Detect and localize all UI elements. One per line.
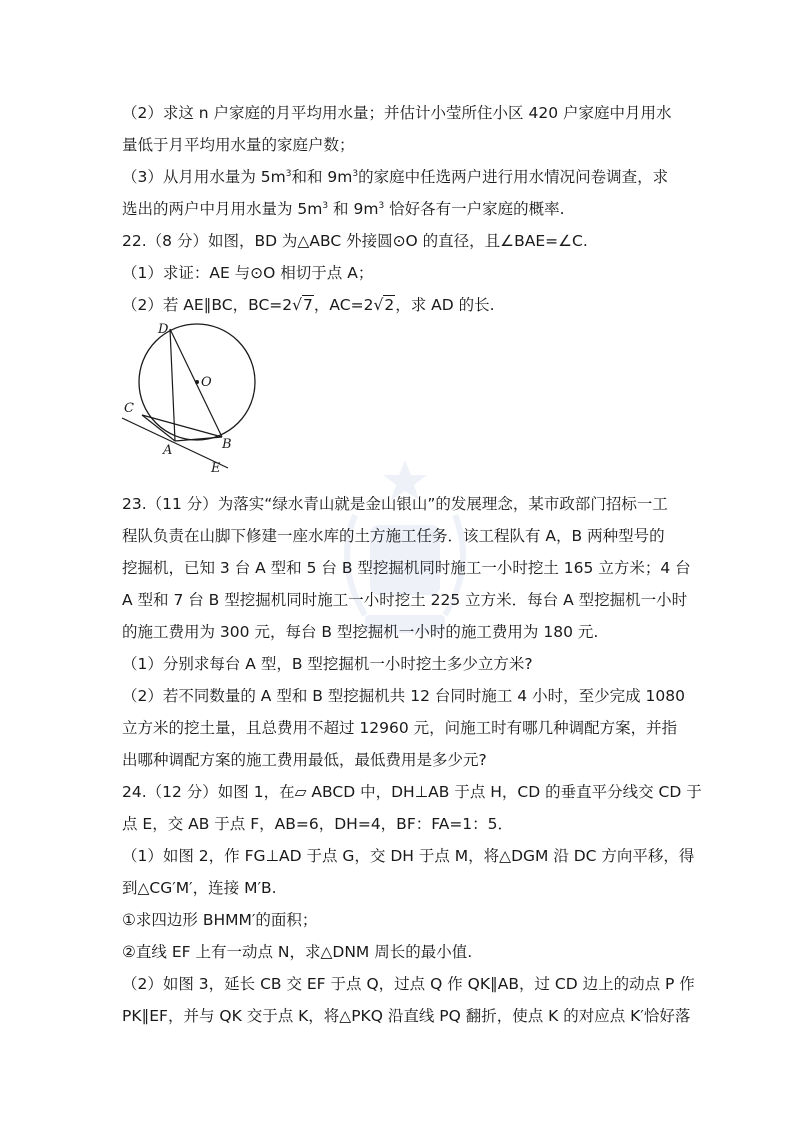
circle-geometry-figure — [118, 320, 268, 480]
q23-part1: （1）分别求每台 A 型，B 型挖掘机一小时挖土多少立方米? — [122, 655, 533, 673]
q24-line2: 点 E，交 AB 于点 F，AB=6，DH=4，BF：FA=1：5． — [122, 815, 514, 833]
text-segment: ，求 AD 的长. — [395, 296, 495, 314]
text-segment: ，AC=2 — [313, 296, 374, 314]
text-segment: 恰好各有一户家庭的概率. — [384, 200, 565, 218]
superscript: 3 — [285, 169, 292, 179]
radical-sign-icon: √ — [292, 296, 303, 314]
superscript: 3 — [378, 201, 385, 211]
watermark-emblem — [325, 455, 485, 645]
q24-part1-line2: 到△CG′M′，连接 M′B. — [122, 879, 277, 897]
label-a: A — [163, 443, 173, 458]
superscript: 3 — [352, 169, 359, 179]
q23-line1: 23.（11 分）为落实“绿水青山就是金山银山”的发展理念，某市政部门招标一工 — [122, 495, 668, 513]
sqrt-2 — [373, 294, 395, 316]
q24-part2-line1: （2）如图 3，延长 CB 交 EF 于点 Q，过点 Q 作 QK∥AB，过 CD 边上的动点 P 作 — [122, 975, 695, 993]
label-b: B — [222, 437, 232, 452]
q23-line5: 的施工费用为 300 元，每台 B 型挖掘机一小时的施工费用为 180 元. — [122, 623, 599, 641]
q23-line4: A 型和 7 台 B 型挖掘机同时施工一小时挖土 225 立方米．每台 A 型挖掘机一小时 — [122, 591, 688, 609]
text-segment: 和和 9m — [291, 168, 353, 186]
q23-line2: 程队负责在山脚下修建一座水库的土方施工任务．该工程队有 A，B 两种型号的 — [122, 527, 665, 545]
label-c: C — [124, 401, 134, 416]
sqrt-7 — [292, 294, 314, 316]
q24-sub1: ①求四边形 BHMM′的面积； — [122, 911, 318, 929]
text-segment: （2）若 AE∥BC，BC=2 — [122, 296, 293, 314]
center-point — [195, 380, 199, 384]
label-o: O — [201, 375, 212, 390]
q21-part2-line1: （2）求这 n 户家庭的月平均用水量；并估计小莹所住小区 420 户家庭中月用水 — [122, 104, 672, 122]
text-segment: 和 9m — [328, 200, 379, 218]
q24-part1-line1: （1）如图 2，作 FG⊥AD 于点 G，交 DH 于点 M，将△DGM 沿 DC 方向平移，得 — [122, 847, 695, 865]
radical-sign-icon: √ — [373, 296, 384, 314]
radicand: 2 — [384, 296, 395, 314]
q23-part2-line2: 立方米的挖土量，且总费用不超过 12960 元，问施工时有哪几种调配方案，并指 — [122, 719, 678, 737]
label-e: E — [211, 461, 221, 476]
q23-part2-line3: 出哪种调配方案的施工费用最低，最低费用是多少元? — [122, 751, 487, 769]
text-segment: 的家庭中任选两户进行用水情况问卷调查，求 — [358, 168, 669, 186]
q21-part2-line2: 量低于月平均用水量的家庭户数； — [122, 136, 355, 154]
label-d: D — [158, 322, 169, 337]
q21-part3-line2 — [122, 198, 565, 220]
q23-line3: 挖掘机，已知 3 台 A 型和 5 台 B 型挖掘机同时施工一小时挖土 165 立方米；4 台 — [122, 559, 691, 577]
q21-part3-line1 — [122, 166, 668, 188]
text-segment: 选出的两户中月用水量为 5m — [122, 200, 323, 218]
q23-part2-line1: （2）若不同数量的 A 型和 B 型挖掘机共 12 台同时施工 4 小时，至少完成 1080 — [122, 687, 685, 705]
q24-sub2: ②直线 EF 上有一动点 N，求△DNM 周长的最小值. — [122, 943, 473, 961]
segment-ca — [142, 415, 175, 441]
q24-part2-line2: PK∥EF，并与 QK 交于点 K，将△PKQ 沿直线 PQ 翻折，使点 K 的对应点 K′恰好落 — [122, 1007, 691, 1025]
q24-line1: 24.（12 分）如图 1，在▱ ABCD 中，DH⊥AB 于点 H，CD 的垂直平分线交 CD 于 — [122, 783, 702, 801]
superscript: 3 — [322, 201, 329, 211]
q22-heading: 22.（8 分）如图，BD 为△ABC 外接圆⊙O 的直径，且∠BAE=∠C. — [122, 232, 588, 250]
text-segment: （3）从月用水量为 5m — [122, 168, 286, 186]
q22-part2 — [122, 294, 495, 316]
q22-part1: （1）求证：AE 与⊙O 相切于点 A； — [122, 264, 374, 282]
radicand: 7 — [303, 296, 313, 314]
